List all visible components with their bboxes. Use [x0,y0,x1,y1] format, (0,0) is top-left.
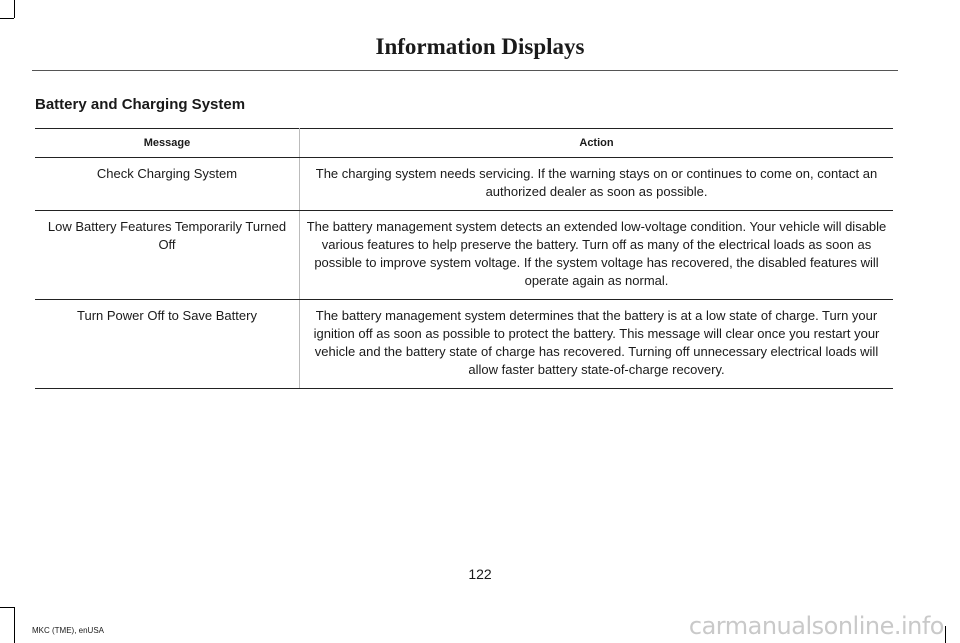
document-code: MKC (TME), enUSA [32,626,105,635]
table-header-row [35,129,893,158]
table-row [35,158,893,211]
message-cell: Low Battery Features Temporarily Turned Off [35,211,300,300]
action-cell: The charging system needs servicing. If the warning stays on or continues to come on, contact an authorized dealer as soon as possible. [300,158,894,211]
crop-mark [14,0,15,18]
page-number: 122 [468,566,492,582]
crop-mark [945,626,946,643]
message-table [35,128,893,389]
message-cell: Turn Power Off to Save Battery [35,300,300,389]
action-cell: The battery management system detects an extended low-voltage condition. Your vehicle will disable various features to help preserve the battery. Turn off as many of the electrical loads as soon as possible to improve system voltage. If the system voltage has recovered, the disabled features will operate again as normal. [300,211,894,300]
table-row [35,211,893,300]
column-header-message: Message [35,129,300,158]
crop-mark [0,18,14,19]
section-title: Battery and Charging System [35,96,246,113]
page-title: Information Displays [375,34,585,59]
crop-mark [14,607,15,643]
table-row [35,300,893,389]
message-cell: Check Charging System [35,158,300,211]
action-cell: The battery management system determines that the battery is at a low state of charge. Turn your ignition off as soon as possible to protect the battery. This message will clear once you restart your vehicle and the battery state of charge has recovered. Turning off unnecessary electrical loads will allow faster battery state-of-charge recovery. [300,300,894,389]
header-divider [32,70,898,71]
crop-mark [0,607,14,608]
watermark: carmanualsonline.info [688,612,944,640]
column-header-action: Action [300,129,894,158]
